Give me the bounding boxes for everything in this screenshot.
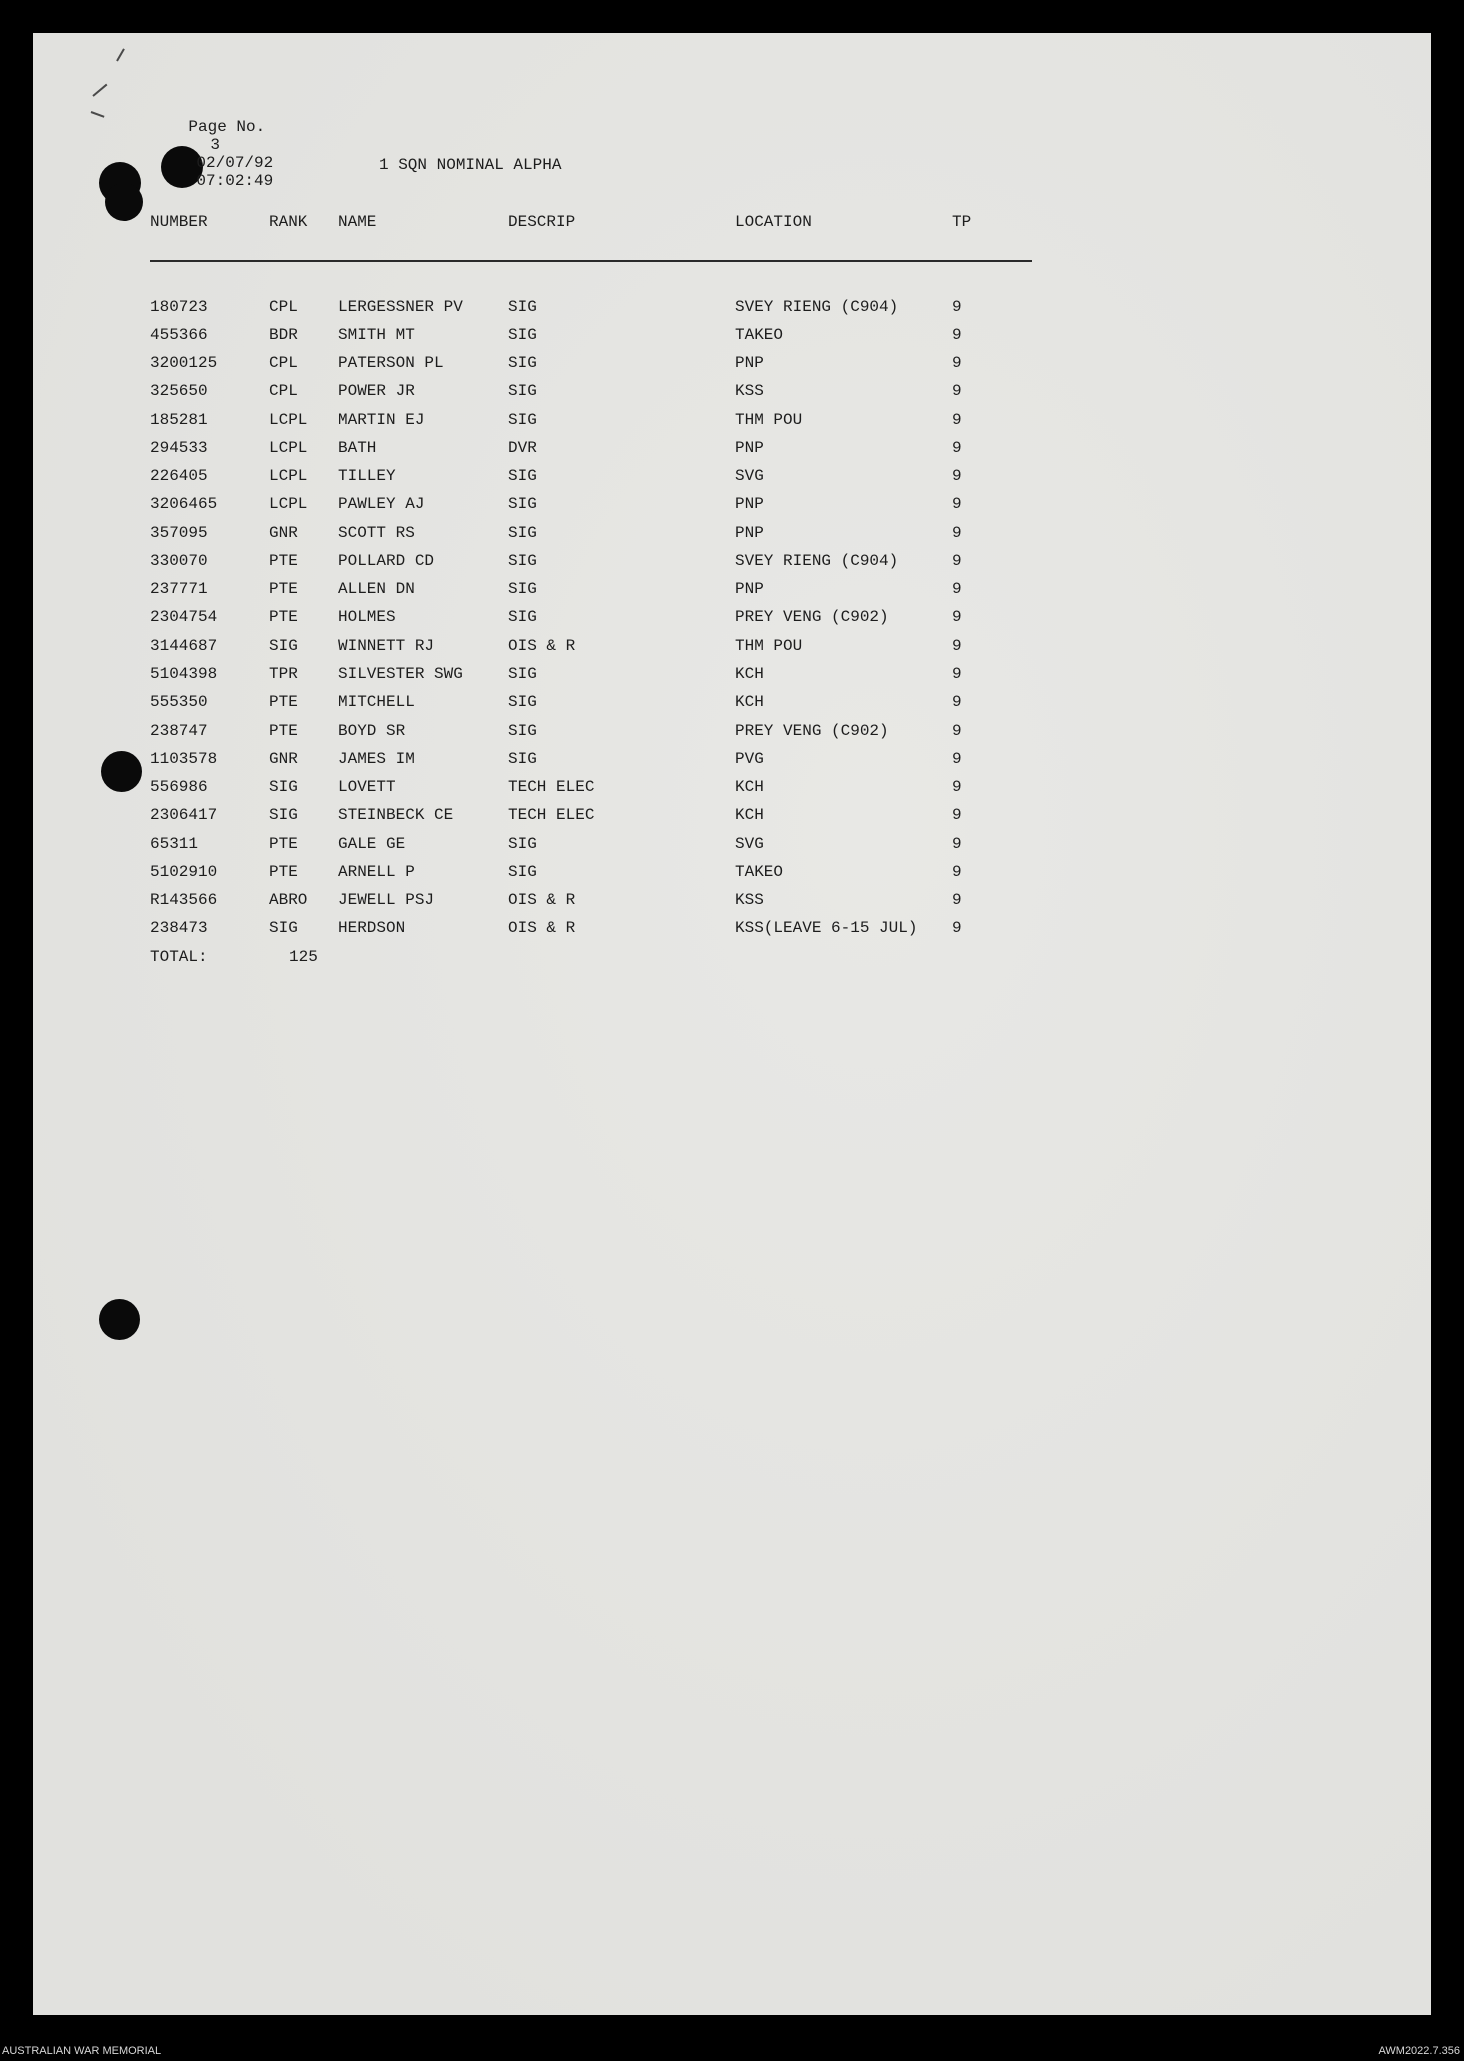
cell-number: 3206465 (150, 495, 218, 513)
cell-name: TILLEY (338, 467, 396, 485)
cell-rank: GNR (269, 750, 298, 768)
cell-descrip: DVR (508, 439, 537, 457)
staple-mark (116, 48, 125, 61)
cell-location: PNP (735, 439, 764, 457)
cell-number: 180723 (150, 298, 208, 316)
cell-location: PVG (735, 750, 764, 768)
cell-name: ARNELL P (338, 863, 415, 881)
cell-descrip: SIG (508, 750, 537, 768)
cell-descrip: OIS & R (508, 919, 576, 937)
cell-descrip: SIG (508, 722, 537, 740)
cell-tp: 9 (952, 637, 962, 655)
cell-location: SVEY RIENG (C904) (735, 298, 899, 316)
cell-descrip: SIG (508, 524, 537, 542)
cell-location: KCH (735, 665, 764, 683)
cell-location: TAKEO (735, 326, 784, 344)
cell-tp: 9 (952, 608, 962, 626)
table-row (33, 411, 1431, 439)
column-header-number: NUMBER (150, 213, 208, 231)
table-row (33, 665, 1431, 693)
table-row (33, 382, 1431, 410)
cell-number: 5104398 (150, 665, 218, 683)
cell-tp: 9 (952, 806, 962, 824)
cell-descrip: OIS & R (508, 637, 576, 655)
cell-tp: 9 (952, 778, 962, 796)
cell-rank: SIG (269, 806, 298, 824)
cell-descrip: SIG (508, 580, 537, 598)
table-row (33, 524, 1431, 552)
table-row (33, 891, 1431, 919)
column-header-tp: TP (952, 213, 972, 231)
cell-rank: TPR (269, 665, 298, 683)
table-row (33, 863, 1431, 891)
page-label: Page No. (188, 118, 266, 136)
cell-number: 556986 (150, 778, 208, 796)
cell-number: 357095 (150, 524, 208, 542)
cell-tp: 9 (952, 835, 962, 853)
cell-location: PNP (735, 354, 764, 372)
cell-number: 1103578 (150, 750, 218, 768)
column-header-location: LOCATION (735, 213, 812, 231)
cell-rank: CPL (269, 382, 298, 400)
cell-descrip: TECH ELEC (508, 778, 595, 796)
cell-rank: LCPL (269, 439, 308, 457)
cell-descrip: SIG (508, 326, 537, 344)
cell-number: 325650 (150, 382, 208, 400)
cell-tp: 9 (952, 580, 962, 598)
cell-number: 330070 (150, 552, 208, 570)
cell-descrip: TECH ELEC (508, 806, 595, 824)
cell-location: PNP (735, 524, 764, 542)
cell-tp: 9 (952, 919, 962, 937)
cell-location: PNP (735, 580, 764, 598)
cell-location: PREY VENG (C902) (735, 722, 889, 740)
table-row (33, 298, 1431, 326)
cell-descrip: SIG (508, 552, 537, 570)
cell-number: R143566 (150, 891, 218, 909)
column-header-name: NAME (338, 213, 377, 231)
archive-institution: AUSTRALIAN WAR MEMORIAL (2, 2045, 162, 2057)
cell-rank: LCPL (269, 467, 308, 485)
table-row (33, 467, 1431, 495)
table-row (33, 608, 1431, 636)
cell-descrip: SIG (508, 382, 537, 400)
cell-tp: 9 (952, 354, 962, 372)
cell-name: BATH (338, 439, 377, 457)
cell-location: KCH (735, 693, 764, 711)
cell-tp: 9 (952, 722, 962, 740)
cell-rank: SIG (269, 637, 298, 655)
total-value: 125 (289, 948, 318, 966)
cell-number: 455366 (150, 326, 208, 344)
cell-number: 3200125 (150, 354, 218, 372)
cell-rank: LCPL (269, 495, 308, 513)
cell-name: STEINBECK CE (338, 806, 454, 824)
table-row (33, 778, 1431, 806)
cell-name: SMITH MT (338, 326, 415, 344)
cell-name: HERDSON (338, 919, 406, 937)
cell-location: TAKEO (735, 863, 784, 881)
cell-rank: PTE (269, 608, 298, 626)
table-row (33, 580, 1431, 608)
table-row (33, 439, 1431, 467)
cell-number: 185281 (150, 411, 208, 429)
column-header-rank: RANK (269, 213, 308, 231)
cell-descrip: SIG (508, 495, 537, 513)
cell-name: POLLARD CD (338, 552, 435, 570)
total-row (33, 948, 1431, 976)
cell-tp: 9 (952, 665, 962, 683)
cell-number: 2306417 (150, 806, 218, 824)
cell-number: 238473 (150, 919, 208, 937)
cell-tp: 9 (952, 326, 962, 344)
cell-rank: PTE (269, 863, 298, 881)
cell-number: 237771 (150, 580, 208, 598)
cell-number: 238747 (150, 722, 208, 740)
cell-name: GALE GE (338, 835, 406, 853)
table-row (33, 835, 1431, 863)
document-page (33, 33, 1431, 2015)
cell-rank: SIG (269, 778, 298, 796)
cell-descrip: SIG (508, 693, 537, 711)
report-title: 1 SQN NOMINAL ALPHA (379, 156, 562, 174)
cell-number: 2304754 (150, 608, 218, 626)
table-row (33, 750, 1431, 778)
table-row (33, 552, 1431, 580)
cell-location: KCH (735, 778, 764, 796)
column-headers (33, 213, 1431, 241)
cell-number: 3144687 (150, 637, 218, 655)
cell-location: SVG (735, 467, 764, 485)
cell-number: 5102910 (150, 863, 218, 881)
cell-location: PREY VENG (C902) (735, 608, 889, 626)
cell-rank: CPL (269, 354, 298, 372)
cell-name: PAWLEY AJ (338, 495, 425, 513)
table-row (33, 722, 1431, 750)
table-row (33, 637, 1431, 665)
cell-descrip: SIG (508, 411, 537, 429)
table-row (33, 326, 1431, 354)
cell-location: KSS(LEAVE 6-15 JUL) (735, 919, 918, 937)
table-row (33, 806, 1431, 834)
cell-rank: LCPL (269, 411, 308, 429)
staple-mark (91, 111, 105, 118)
print-date: 02/07/92 (196, 154, 274, 172)
cell-name: LOVETT (338, 778, 396, 796)
page-number: 3 (210, 136, 221, 154)
cell-number: 555350 (150, 693, 208, 711)
cell-tp: 9 (952, 552, 962, 570)
cell-location: KSS (735, 382, 764, 400)
cell-name: MARTIN EJ (338, 411, 425, 429)
table-row (33, 919, 1431, 947)
cell-tp: 9 (952, 467, 962, 485)
cell-tp: 9 (952, 524, 962, 542)
cell-name: WINNETT RJ (338, 637, 435, 655)
cell-rank: PTE (269, 580, 298, 598)
cell-tp: 9 (952, 298, 962, 316)
cell-location: SVG (735, 835, 764, 853)
cell-tp: 9 (952, 863, 962, 881)
cell-rank: PTE (269, 552, 298, 570)
archive-reference: AWM2022.7.356 (1378, 2045, 1460, 2057)
cell-descrip: SIG (508, 835, 537, 853)
total-label: TOTAL: (150, 948, 208, 966)
table-row (33, 495, 1431, 523)
print-time: 07:02:49 (196, 172, 274, 190)
cell-tp: 9 (952, 382, 962, 400)
page-header (150, 100, 273, 208)
column-header-descrip: DESCRIP (508, 213, 576, 231)
cell-descrip: OIS & R (508, 891, 576, 909)
cell-rank: PTE (269, 693, 298, 711)
cell-name: SILVESTER SWG (338, 665, 463, 683)
cell-name: ALLEN DN (338, 580, 415, 598)
cell-location: PNP (735, 495, 764, 513)
table-row (33, 693, 1431, 721)
cell-name: SCOTT RS (338, 524, 415, 542)
cell-rank: BDR (269, 326, 298, 344)
cell-name: MITCHELL (338, 693, 415, 711)
table-row (33, 354, 1431, 382)
cell-descrip: SIG (508, 298, 537, 316)
cell-name: HOLMES (338, 608, 396, 626)
cell-rank: PTE (269, 835, 298, 853)
cell-name: POWER JR (338, 382, 415, 400)
staple-mark (92, 84, 107, 97)
cell-descrip: SIG (508, 608, 537, 626)
cell-descrip: SIG (508, 354, 537, 372)
cell-tp: 9 (952, 891, 962, 909)
cell-name: BOYD SR (338, 722, 406, 740)
cell-descrip: SIG (508, 467, 537, 485)
cell-rank: PTE (269, 722, 298, 740)
cell-descrip: SIG (508, 863, 537, 881)
cell-name: LERGESSNER PV (338, 298, 463, 316)
cell-location: THM POU (735, 411, 803, 429)
cell-number: 294533 (150, 439, 208, 457)
cell-rank: GNR (269, 524, 298, 542)
cell-rank: ABRO (269, 891, 308, 909)
cell-location: SVEY RIENG (C904) (735, 552, 899, 570)
cell-number: 226405 (150, 467, 208, 485)
cell-tp: 9 (952, 750, 962, 768)
cell-location: THM POU (735, 637, 803, 655)
cell-rank: CPL (269, 298, 298, 316)
cell-location: KSS (735, 891, 764, 909)
cell-rank: SIG (269, 919, 298, 937)
punch-hole (99, 1299, 140, 1340)
cell-tp: 9 (952, 693, 962, 711)
cell-tp: 9 (952, 439, 962, 457)
cell-name: JEWELL PSJ (338, 891, 435, 909)
cell-tp: 9 (952, 411, 962, 429)
cell-number: 65311 (150, 835, 199, 853)
cell-tp: 9 (952, 495, 962, 513)
cell-name: JAMES IM (338, 750, 415, 768)
cell-location: KCH (735, 806, 764, 824)
header-divider (150, 260, 1032, 262)
cell-name: PATERSON PL (338, 354, 444, 372)
cell-descrip: SIG (508, 665, 537, 683)
